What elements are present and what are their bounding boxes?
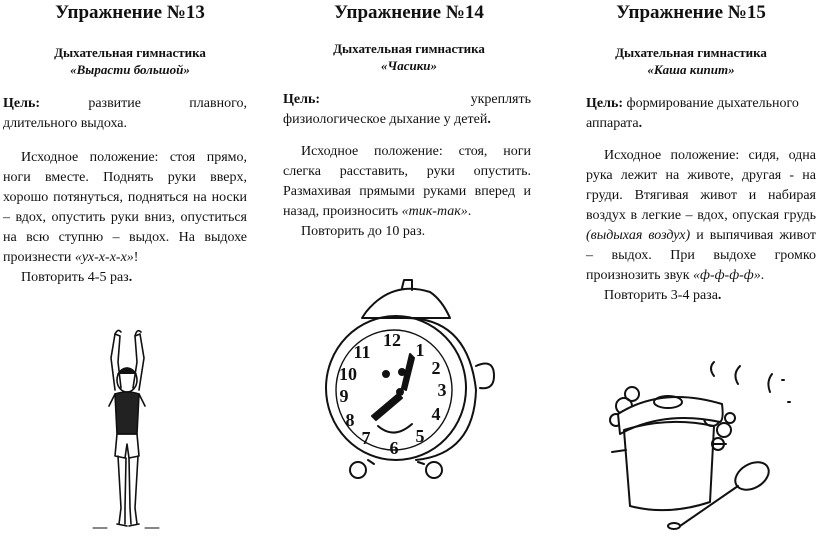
clock-number-8: 8 bbox=[345, 410, 355, 430]
alarm-clock-illustration bbox=[318, 278, 508, 490]
exercise-title: Упражнение №15 bbox=[616, 2, 766, 23]
exercise-goal: Цель: развитие плавного, длительного выдоха. bbox=[3, 96, 247, 131]
exercise-subtitle: Дыхательная гимнастика «Каша кипит» bbox=[566, 44, 816, 78]
exercise-name: «Часики» bbox=[380, 58, 438, 73]
exercise-name: «Каша кипит» bbox=[647, 62, 735, 77]
exercise-goal: Цель: укреплять физиологическое дыхание у детей. bbox=[283, 92, 531, 127]
clock-number-11: 11 bbox=[353, 342, 371, 362]
exercise-goal: Цель: формирование дыхательного аппарата. bbox=[586, 96, 799, 131]
exercise-name: «Вырасти большой» bbox=[70, 62, 190, 77]
repeat-text: Повторить 4-5 раз bbox=[21, 270, 129, 285]
clock-number-7: 7 bbox=[361, 428, 371, 448]
clock-number-4: 4 bbox=[431, 404, 441, 424]
exercise-description: Исходное положение: сидя, одна рука лежит на животе, другая - на груди. Втягивая живот и набирая воздух в легкие – вдох, опуская грудь (выдыхая воздух) и выпячивая живот – выдох. При выдохе громко произнозить звук «ф-ф-ф-ф». Повторить 3-4 раза. bbox=[586, 148, 816, 303]
exercise-description: Исходное положение: стоя прямо, ноги вместе. Поднять руки вверх, хорошо потянуться, подняться на носки – вдох, опустить руки вниз, опуститься на всю ступню – выдох. На выдохе произнести «ух-х-х-х»! Повторить 4-5 раз. bbox=[3, 150, 247, 285]
goal-label: Цель: bbox=[283, 92, 321, 107]
stretching-child-illustration bbox=[85, 328, 165, 538]
exercise-15 bbox=[566, 0, 816, 548]
exercise-subtitle: Дыхательная гимнастика «Часики» bbox=[276, 40, 542, 74]
repeat-text: Повторить до 10 раз. bbox=[301, 224, 426, 239]
boiling-pot-illustration bbox=[602, 360, 816, 536]
exercise-description: Исходное положение: стоя, ноги слегка расставить, руки опустить. Размахивая прямыми руками вперед и назад, произносить «тик-так». Повторить до 10 раз. bbox=[283, 144, 531, 239]
exercise-13 bbox=[0, 0, 260, 548]
goal-label: Цель: bbox=[586, 96, 624, 111]
clock-number-1: 1 bbox=[415, 340, 425, 360]
goal-label: Цель: bbox=[3, 96, 41, 111]
clock-number-5: 5 bbox=[415, 426, 425, 446]
clock-number-12: 12 bbox=[383, 330, 401, 350]
repeat-text: Повторить 3-4 раза bbox=[604, 288, 718, 303]
exercise-14 bbox=[276, 0, 542, 548]
clock-number-9: 9 bbox=[339, 386, 349, 406]
clock-number-2: 2 bbox=[431, 358, 441, 378]
exercise-subtitle: Дыхательная гимнастика «Вырасти большой» bbox=[0, 44, 260, 78]
clock-number-10: 10 bbox=[339, 364, 357, 384]
clock-number-6: 6 bbox=[389, 438, 399, 458]
clock-number-3: 3 bbox=[437, 380, 447, 400]
exercise-title: Упражнение №13 bbox=[55, 2, 205, 23]
exercise-title: Упражнение №14 bbox=[334, 2, 484, 23]
